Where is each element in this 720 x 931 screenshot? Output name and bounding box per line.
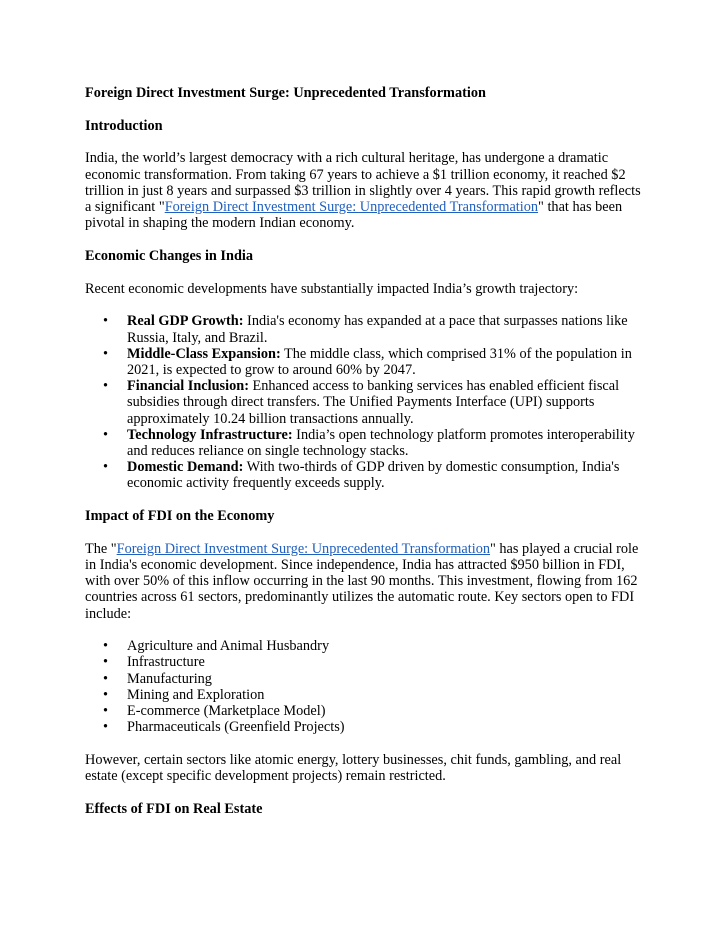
list-item-label: Financial Inclusion: — [127, 378, 249, 395]
document-title: Foreign Direct Investment Surge: Unprecedented Transformation — [85, 85, 486, 101]
sector-text: Infrastructure — [127, 654, 205, 671]
intro-text-before-link: India, the world’s largest democracy with a rich cultural heritage, has undergone a dramatic economic transformation. From taking 67 years to achieve a $1 trillion economy, it reached $2 trillion in just 8 years and surpassed $3 trillion in slightly over 4 years. This rapid growth reflects a significant " — [85, 150, 641, 216]
list-item-label: Middle-Class Expansion: — [127, 345, 281, 362]
sector-text: Pharmaceuticals (Greenfield Projects) — [127, 719, 345, 736]
intro-text-after-link: " that has been pivotal in shaping the modern Indian economy. — [85, 199, 623, 232]
document-page — [85, 85, 645, 817]
list-item — [85, 719, 645, 735]
bullet-icon: • — [103, 686, 109, 703]
list-item — [85, 346, 645, 378]
list-item-text: Enhanced access to banking services has enabled efficient fiscal subsidies through direct transfers. The Unified Payments Interface (UPI) supports approximately 10.24 billion transactions annually. — [127, 378, 620, 427]
list-item-text: India’s open technology platform promotes interoperability and reduces reliance on single technology stacks. — [127, 426, 635, 459]
list-item — [85, 671, 645, 687]
impact-link[interactable]: Foreign Direct Investment Surge: Unprecedented Transformation — [116, 540, 490, 557]
bullet-icon: • — [103, 313, 109, 330]
list-item — [85, 654, 645, 670]
list-item — [85, 638, 645, 654]
bullet-icon: • — [103, 638, 109, 655]
list-item — [85, 703, 645, 719]
sector-text: Manufacturing — [127, 670, 212, 687]
list-item-label: Technology Infrastructure: — [127, 426, 293, 443]
bullet-icon: • — [103, 654, 109, 671]
list-item — [85, 313, 645, 345]
list-item-text: With two-thirds of GDP driven by domestic consumption, India's economic activity frequently exceeds supply. — [127, 459, 620, 492]
impact-text-before-link: The " — [85, 540, 117, 557]
list-item — [85, 378, 645, 427]
sector-text: Agriculture and Animal Husbandry — [127, 638, 330, 655]
introduction-heading: Introduction — [85, 117, 163, 134]
list-item-text: The middle class, which comprised 31% of the population in 2021, is expected to grow to around 60% by 2047. — [127, 345, 632, 378]
introduction-paragraph — [85, 150, 645, 231]
list-item — [85, 687, 645, 703]
economic-changes-list — [85, 313, 645, 491]
bullet-icon: • — [103, 378, 109, 395]
impact-fdi-paragraph — [85, 541, 645, 622]
list-item-text: India's economy has expanded at a pace that surpasses nations like Russia, Italy, and Brazil. — [127, 313, 628, 346]
list-item-label: Real GDP Growth: — [127, 313, 244, 330]
fdi-sectors-list — [85, 638, 645, 735]
list-item — [85, 459, 645, 491]
bullet-icon: • — [103, 703, 109, 720]
sector-text: E-commerce (Marketplace Model) — [127, 703, 326, 720]
bullet-icon: • — [103, 719, 109, 736]
bullet-icon: • — [103, 459, 109, 476]
bullet-icon: • — [103, 670, 109, 687]
effects-real-estate-heading: Effects of FDI on Real Estate — [85, 800, 263, 817]
impact-fdi-heading: Impact of FDI on the Economy — [85, 508, 275, 525]
restricted-sectors-paragraph: However, certain sectors like atomic energy, lottery businesses, chit funds, gambling, and real estate (except specific development projects) remain restricted. — [85, 752, 622, 785]
bullet-icon: • — [103, 345, 109, 362]
economic-changes-heading: Economic Changes in India — [85, 247, 254, 264]
sector-text: Mining and Exploration — [127, 686, 265, 703]
list-item-label: Domestic Demand: — [127, 459, 244, 476]
impact-text-after-link: " has played a crucial role in India's economic development. Since independence, India has attracted $950 billion in FDI, with over 50% of this inflow occurring in the last 90 months. This investment, flowing from 162 countries across 61 sectors, predominantly utilizes the automatic route. Key sectors open to FDI include: — [85, 540, 639, 622]
list-item — [85, 427, 645, 459]
bullet-icon: • — [103, 426, 109, 443]
economic-changes-intro: Recent economic developments have substantially impacted India’s growth trajectory: — [85, 280, 579, 297]
intro-link[interactable]: Foreign Direct Investment Surge: Unprecedented Transformation — [164, 199, 539, 216]
